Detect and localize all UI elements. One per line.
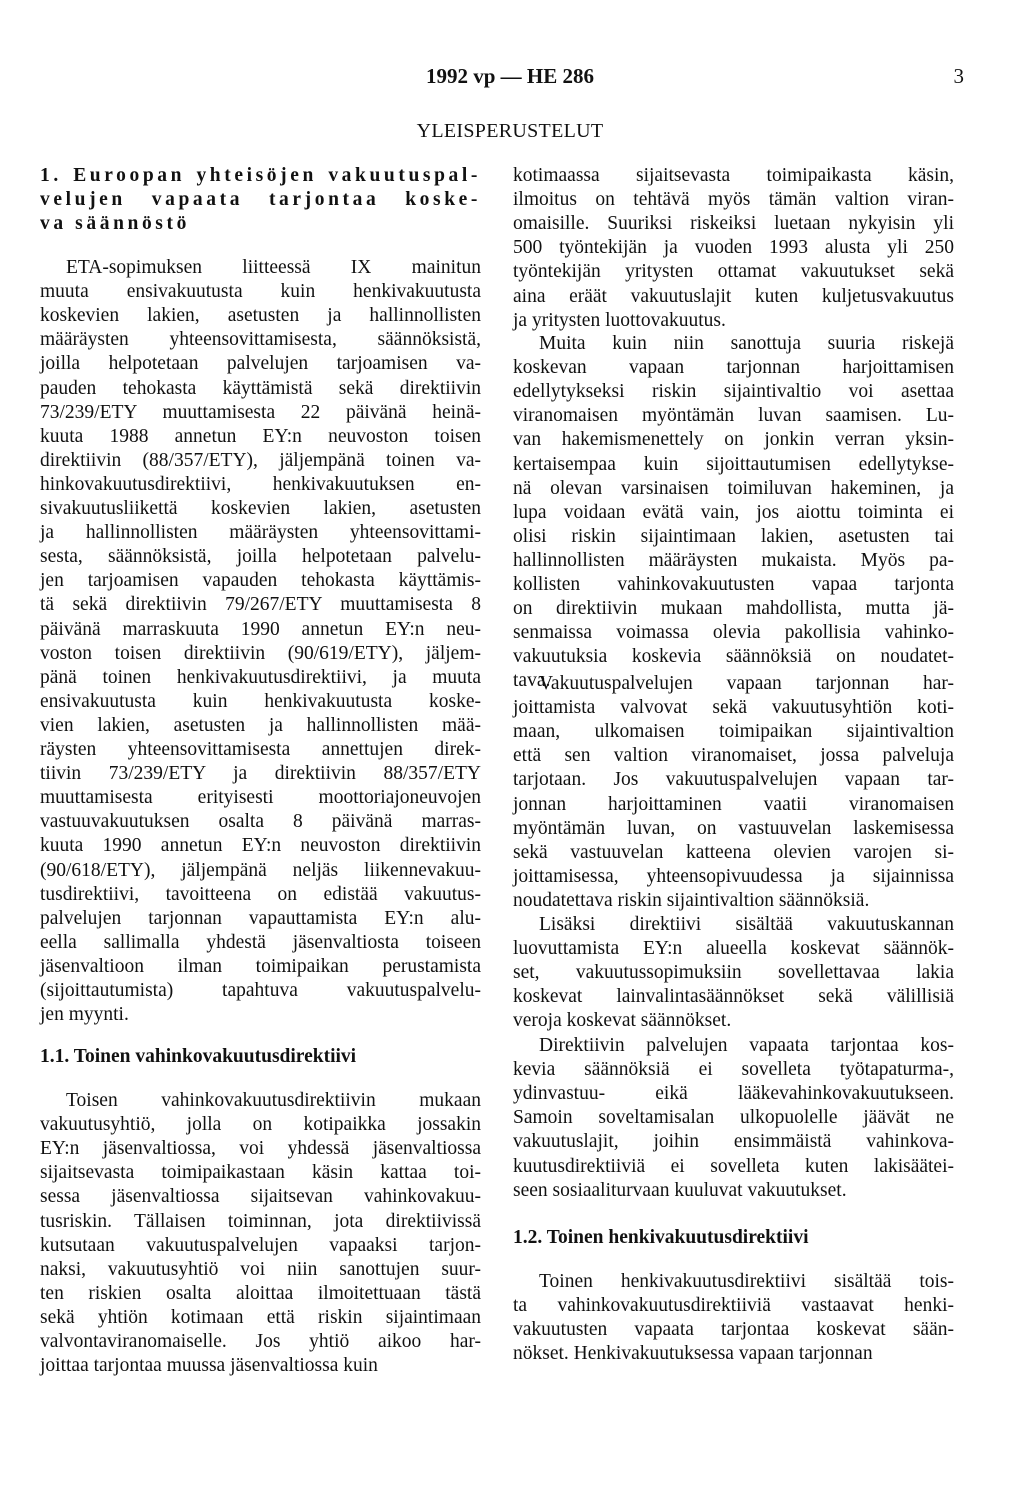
paragraph-line: jonnan harjoittaminen vaatii viranomaisen [513, 793, 954, 815]
paragraph-line: (90/618/ETY), jäljempänä neljäs liikennevakuu- [40, 859, 481, 881]
paragraph-line: vakuutusyhtiö, jolla on kotipaikka jossakin [40, 1114, 481, 1136]
paragraph-line: vakuutuksia koskevia säännöksiä on noudatet- [513, 646, 954, 668]
paragraph-line: kotimaassa sijaitsevasta toimipaikasta käsin, [513, 165, 954, 186]
paragraph-line: Direktiivin palvelujen vapaata tarjontaa kos- [539, 1035, 954, 1056]
paragraph-line: noudatettava riskin sijaintivaltion säännöksiä. [513, 889, 870, 911]
paragraph-line: nökset. Henkivakuutuksessa vapaan tarjonnan [513, 1343, 873, 1365]
paragraph-line: Lisäksi direktiivi sisältää vakuutuskannan [539, 914, 954, 935]
paragraph-line: edellytykseksi riskin sijaintivaltio voi asettaa [513, 381, 954, 403]
paragraph-line: tä sekä direktiivin 79/267/ETY muuttamisesta 8 [40, 594, 481, 616]
page-number: 3 [953, 64, 964, 88]
paragraph-line: räysten yhteensovittamisesta annettujen direk- [40, 739, 481, 760]
paragraph-line: kutsutaan vakuutuspalvelujen vapaaksi tarjon- [40, 1234, 481, 1256]
paragraph-line: tarjotaan. Jos vakuutuspalvelujen vapaan tar- [513, 769, 954, 791]
paragraph-line: palvelujen tarjonnan vapauttamista EY:n alu- [40, 907, 481, 929]
section-heading-line: velujen vapaata tarjontaa koske- [40, 189, 481, 211]
paragraph-line: työntekijän yritysten ottamat vakuutukset sekä [513, 261, 954, 283]
paragraph-line: hallinnollisten määräysten mukaista. Myös pa- [513, 549, 954, 571]
paragraph-line: ja yritysten luottovakuutus. [513, 309, 726, 331]
paragraph-line: että sen valtion viranomaiset, jossa palveluja [513, 745, 954, 767]
paragraph-line: kuutusdirektiiviä ei sovelleta kuten lakisäätei- [513, 1155, 954, 1177]
paragraph-line: vien lakien, asetusten ja hallinnollisten mää- [40, 714, 481, 736]
paragraph-line: nä olevan varsinaisen toimiluvan hakeminen, ja [513, 477, 954, 499]
paragraph-line: sesta, säännöksistä, joilla helpotetaan palvelu- [40, 546, 481, 568]
paragraph-line: seen sosiaaliturvaan kuuluvat vakuutukset. [513, 1179, 847, 1201]
paragraph-line: set, vakuutussopimuksiin sovellettavaa lakia [513, 962, 954, 984]
paragraph-line: (sijoittautumista) tapahtuva vakuutuspalvelu- [40, 980, 481, 1001]
paragraph-line: muuttamisesta erityisesti moottoriajoneuvojen [40, 787, 481, 809]
paragraph-line: eella sallimalla yhdestä jäsenvaltiosta toiseen [40, 931, 481, 953]
paragraph-line: pänä toinen henkivakuutusdirektiivi, ja muuta [40, 666, 481, 688]
paragraph-line: Toisen vahinkovakuutusdirektiivin mukaan [66, 1090, 481, 1111]
paragraph-line: on direktiivin mukaan mahdollista, mutta jä- [513, 598, 954, 620]
paragraph-line: tusriskin. Tällaisen toiminnan, jota direktiivissä [40, 1210, 481, 1232]
paragraph-line: vakuutusten vapaata tarjontaa koskevat sään- [513, 1319, 954, 1341]
paragraph-line: omaisille. Suuriksi riskeiksi luetaan nykyisin yli [513, 213, 954, 235]
paragraph-line: olisi riskin sijaintimaan lakien, asetusten tai [513, 525, 954, 547]
paragraph-line: senmaissa voimassa olevia pakollisia vahinko- [513, 622, 954, 644]
paragraph-line: jen myynti. [40, 1004, 129, 1026]
paragraph-line: sivakuutusliikettä koskevien lakien, asetusten [40, 498, 481, 519]
paragraph-line: sekä yhtiön kotimaan että riskin sijaintimaan [40, 1306, 481, 1328]
paragraph-line: ta vahinkovakuutusdirektiiviä vastaavat henki- [513, 1295, 954, 1317]
paragraph-line: direktiivin (88/357/ETY), jäljempänä toinen va- [40, 449, 481, 471]
paragraph-line: joittaa tarjontaa muussa jäsenvaltiossa kuin [40, 1355, 378, 1377]
paragraph-line: aina eräät vakuutuslajit kuten kuljetusvakuutus [513, 285, 954, 307]
paragraph-line: määräysten yhteensovittamisesta, säännöksistä, [40, 329, 481, 351]
paragraph-line: van hakemismenettely on jonkin verran yksin- [513, 429, 954, 451]
paragraph-line: valvontaviranomaiselle. Jos yhtiö aikoo har- [40, 1331, 481, 1352]
paragraph-line: 500 työntekijän ja vuoden 1993 alusta yli 250 [513, 237, 954, 259]
paragraph-line: sekä vastuuvelan katteena olevien varojen si- [513, 841, 954, 863]
paragraph-line: Samoin soveltamisalan ulkopuolelle jäävät ne [513, 1107, 954, 1129]
paragraph-line: voston toisen direktiivin (90/619/ETY), jäljem- [40, 642, 481, 664]
paragraph-line: ja hallinnollisten määräysten yhteensovittami- [40, 522, 481, 544]
paragraph-line: ETA-sopimuksen liitteessä IX mainitun [66, 257, 481, 278]
paragraph-line: viranomaisen myöntämän luvan saamisen. Lu- [513, 405, 954, 427]
paragraph-line: pauden tehokasta käyttämistä sekä direktiivin [40, 377, 481, 399]
paragraph-line: joittamisessa, yhteensopivuudessa ja sijainnissa [513, 865, 954, 887]
paragraph-line: jen tarjoamisen vapauden tehokasta käyttämis- [40, 570, 481, 592]
paragraph-line: kollisten vahinkovakuutusten vapaa tarjonta [513, 574, 954, 595]
paragraph-line: muuta ensivakuutusta kuin henkivakuutusta [40, 281, 481, 303]
paragraph-line: ten riskien osalta aloittaa ilmoitettuaan tästä [40, 1282, 481, 1304]
paragraph-line: EY:n jäsenvaltiossa, voi yhdessä jäsenvaltiossa [40, 1138, 481, 1160]
paragraph-line: tava. [513, 670, 551, 692]
paragraph-line: veroja koskevat säännökset. [513, 1010, 732, 1032]
running-header-reference: 1992 vp — HE 286 [425, 64, 595, 88]
paragraph-line: myöntämän luvan, on vastuuvelan laskemisessa [513, 817, 954, 839]
paragraph-line: Vakuutuspalvelujen vapaan tarjonnan har- [539, 673, 954, 694]
paragraph-line: maan, ulkomaisen toimipaikan sijaintivaltion [513, 721, 954, 743]
paragraph-line: päivänä marraskuuta 1990 annetun EY:n neu- [40, 618, 481, 640]
paragraph-line: tiivin 73/239/ETY ja direktiivin 88/357/ETY [40, 763, 481, 785]
paragraph-line: kertaisempaa kuin sijoittautumisen edellytykse- [513, 453, 954, 475]
paragraph-line: vastuuvakuutuksen osalta 8 päivänä marras- [40, 811, 481, 833]
paragraph-line: koskevien lakien, asetusten ja hallinnollisten [40, 305, 481, 327]
paragraph-line: vakuutuslajit, joihin ensimmäistä vahinkova- [513, 1131, 954, 1153]
paragraph-line: hinkovakuutusdirektiivi, henkivakuutuksen en- [40, 473, 481, 495]
paragraph-line: ilmoitus on tehtävä myös tämän valtion viran- [513, 189, 954, 211]
paragraph-line: joittamista valvovat sekä vakuutusyhtiön koti- [513, 697, 954, 719]
paragraph-line: Muita kuin niin sanottuja suuria riskejä [539, 333, 954, 354]
paragraph-line: sijaitsevasta toimipaikastaan käsin kattaa toi- [40, 1162, 481, 1184]
section-title: YLEISPERUSTELUT [416, 120, 604, 142]
paragraph-line: joilla helpotetaan palvelujen tarjoamisen va- [40, 353, 481, 375]
paragraph-line: kevia säännöksiä ei sovelleta työtapaturma-, [513, 1059, 954, 1081]
paragraph-line: tusdirektiivi, tavoitteena on edistää vakuutus- [40, 883, 481, 905]
paragraph-line: koskevan vapaan tarjonnan harjoittamisen [513, 357, 954, 379]
paragraph-line: ydinvastuu- eikä lääkevahinkovakuutukseen. [513, 1083, 954, 1105]
paragraph-line: sessa jäsenvaltiossa sijaitsevan vahinkovakuu- [40, 1186, 481, 1208]
subsection-heading: 1.1. Toinen vahinkovakuutusdirektiivi [40, 1046, 357, 1067]
paragraph-line: luovuttamista EY:n alueella koskevat säännök- [513, 938, 954, 960]
paragraph-line: ensivakuutusta kuin henkivakuutusta koske- [40, 690, 481, 712]
paragraph-line: koskevat lainvalintasäännökset sekä välillisiä [513, 986, 954, 1008]
section-heading-line: 1. Euroopan yhteisöjen vakuutuspal- [40, 165, 481, 186]
paragraph-line: naksi, vakuutusyhtiö voi niin sanottujen suur- [40, 1258, 481, 1280]
paragraph-line: Toinen henkivakuutusdirektiivi sisältää tois- [539, 1271, 954, 1292]
paragraph-line: kuuta 1988 annetun EY:n neuvoston toisen [40, 425, 481, 447]
subsection-heading: 1.2. Toinen henkivakuutusdirektiivi [513, 1227, 809, 1248]
paragraph-line: kuuta 1990 annetun EY:n neuvoston direktiivin [40, 835, 481, 857]
paragraph-line: jäsenvaltioon ilman toimipaikan perustamista [40, 955, 481, 977]
paragraph-line: lupa voidaan evätä vain, jos aiottu toiminta ei [513, 501, 954, 523]
paragraph-line: 73/239/ETY muuttamisesta 22 päivänä heinä- [40, 401, 481, 423]
section-heading-line: va säännöstö [40, 213, 190, 235]
